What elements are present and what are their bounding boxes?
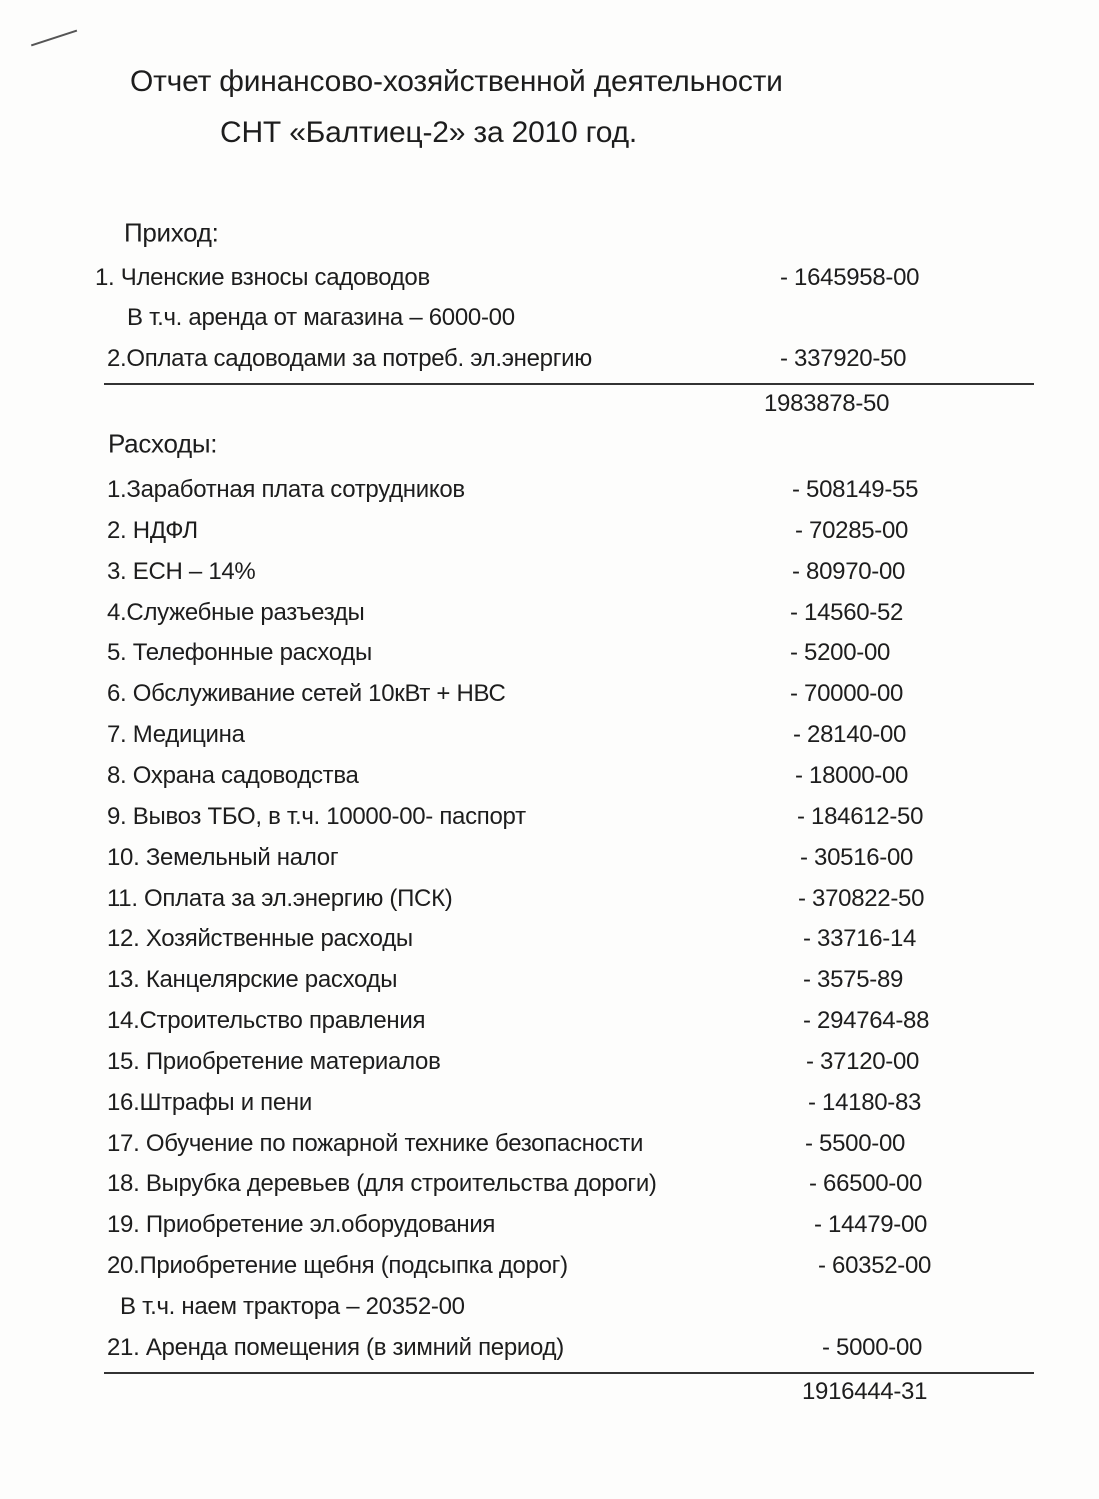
expense-item-amount: - 80970-00 bbox=[792, 558, 906, 585]
expense-item-amount: - 14560-52 bbox=[790, 599, 904, 626]
expense-item-label: 20.Приобретение щебня (подсыпка дорог) bbox=[107, 1252, 568, 1279]
expense-item-amount: - 18000-00 bbox=[795, 762, 909, 789]
income-item-label: 2.Оплата садоводами за потреб. эл.энергию bbox=[107, 345, 592, 372]
income-item-amount: - 1645958-00 bbox=[780, 264, 920, 291]
expense-item-amount: - 294764-88 bbox=[803, 1007, 930, 1034]
expense-item-amount: - 14479-00 bbox=[814, 1211, 928, 1238]
expenses-total: 1916444-31 bbox=[802, 1378, 928, 1405]
expense-item-label: 17. Обучение по пожарной технике безопасности bbox=[107, 1130, 644, 1157]
expense-item-label: 16.Штрафы и пени bbox=[107, 1089, 312, 1116]
expense-item-label: 14.Строительство правления bbox=[107, 1007, 426, 1034]
expense-item-label: 18. Вырубка деревьев (для строительства дороги) bbox=[107, 1170, 657, 1197]
expense-item-amount: - 3575-89 bbox=[803, 966, 904, 993]
expense-item-amount: - 70000-00 bbox=[790, 680, 904, 707]
expense-item-label: 3. ЕСН – 14% bbox=[107, 558, 256, 585]
expense-item-label: 10. Земельный налог bbox=[107, 844, 339, 871]
expense-item-amount: - 370822-50 bbox=[798, 885, 925, 912]
expense-item-amount: - 66500-00 bbox=[809, 1170, 923, 1197]
expense-item-label: 12. Хозяйственные расходы bbox=[107, 925, 413, 952]
income-total: 1983878-50 bbox=[764, 390, 890, 417]
expenses-total-rule bbox=[104, 1372, 1034, 1374]
expense-item-label: 2. НДФЛ bbox=[107, 517, 198, 544]
income-item-label: 1. Членские взносы садоводов bbox=[95, 264, 430, 291]
expense-item-amount: - 28140-00 bbox=[793, 721, 907, 748]
expense-item-amount: - 37120-00 bbox=[806, 1048, 920, 1075]
report-title-line1: Отчет финансово-хозяйственной деятельности bbox=[130, 65, 783, 98]
expense-item-label: 19. Приобретение эл.оборудования bbox=[107, 1211, 496, 1238]
expense-item-amount: - 33716-14 bbox=[803, 925, 917, 952]
expense-item-amount: - 184612-50 bbox=[797, 803, 924, 830]
expense-item-label: 1.Заработная плата сотрудников bbox=[107, 476, 465, 503]
expense-item-label: 21. Аренда помещения (в зимний период) bbox=[107, 1334, 564, 1361]
expense-item-label: 9. Вывоз ТБО, в т.ч. 10000-00- паспорт bbox=[107, 803, 526, 830]
expense-item-amount: - 14180-83 bbox=[808, 1089, 922, 1116]
income-total-rule bbox=[104, 383, 1034, 385]
expense-item-amount: - 30516-00 bbox=[800, 844, 914, 871]
income-item-amount: - 337920-50 bbox=[780, 345, 907, 372]
income-subitem-label: В т.ч. аренда от магазина – 6000-00 bbox=[127, 304, 515, 331]
expense-item-label: 6. Обслуживание сетей 10кВт + НВС bbox=[107, 680, 506, 707]
expense-item-amount: - 5000-00 bbox=[822, 1334, 923, 1361]
expenses-heading: Расходы: bbox=[108, 428, 218, 459]
expense-item-label: 8. Охрана садоводства bbox=[107, 762, 359, 789]
expense-item-label: 4.Служебные разъезды bbox=[107, 599, 365, 626]
expense-item-amount: - 70285-00 bbox=[795, 517, 909, 544]
report-title-line2: СНТ «Балтиец-2» за 2010 год. bbox=[220, 116, 638, 149]
income-heading: Приход: bbox=[124, 217, 219, 248]
expense-item-label: 11. Оплата за эл.энергию (ПСК) bbox=[107, 885, 453, 912]
expense-item-label: 15. Приобретение материалов bbox=[107, 1048, 441, 1075]
expense-item-label: 5. Телефонные расходы bbox=[107, 639, 372, 666]
expense-item-label: 13. Канцелярские расходы bbox=[107, 966, 398, 993]
expense-item-amount: - 508149-55 bbox=[792, 476, 919, 503]
expense-item-label: 7. Медицина bbox=[107, 721, 245, 748]
pen-scratch-mark bbox=[31, 30, 77, 46]
expense-subitem-label: В т.ч. наем трактора – 20352-00 bbox=[120, 1293, 465, 1320]
expense-item-amount: - 5200-00 bbox=[790, 639, 891, 666]
expense-item-amount: - 60352-00 bbox=[818, 1252, 932, 1279]
expense-item-amount: - 5500-00 bbox=[805, 1130, 906, 1157]
